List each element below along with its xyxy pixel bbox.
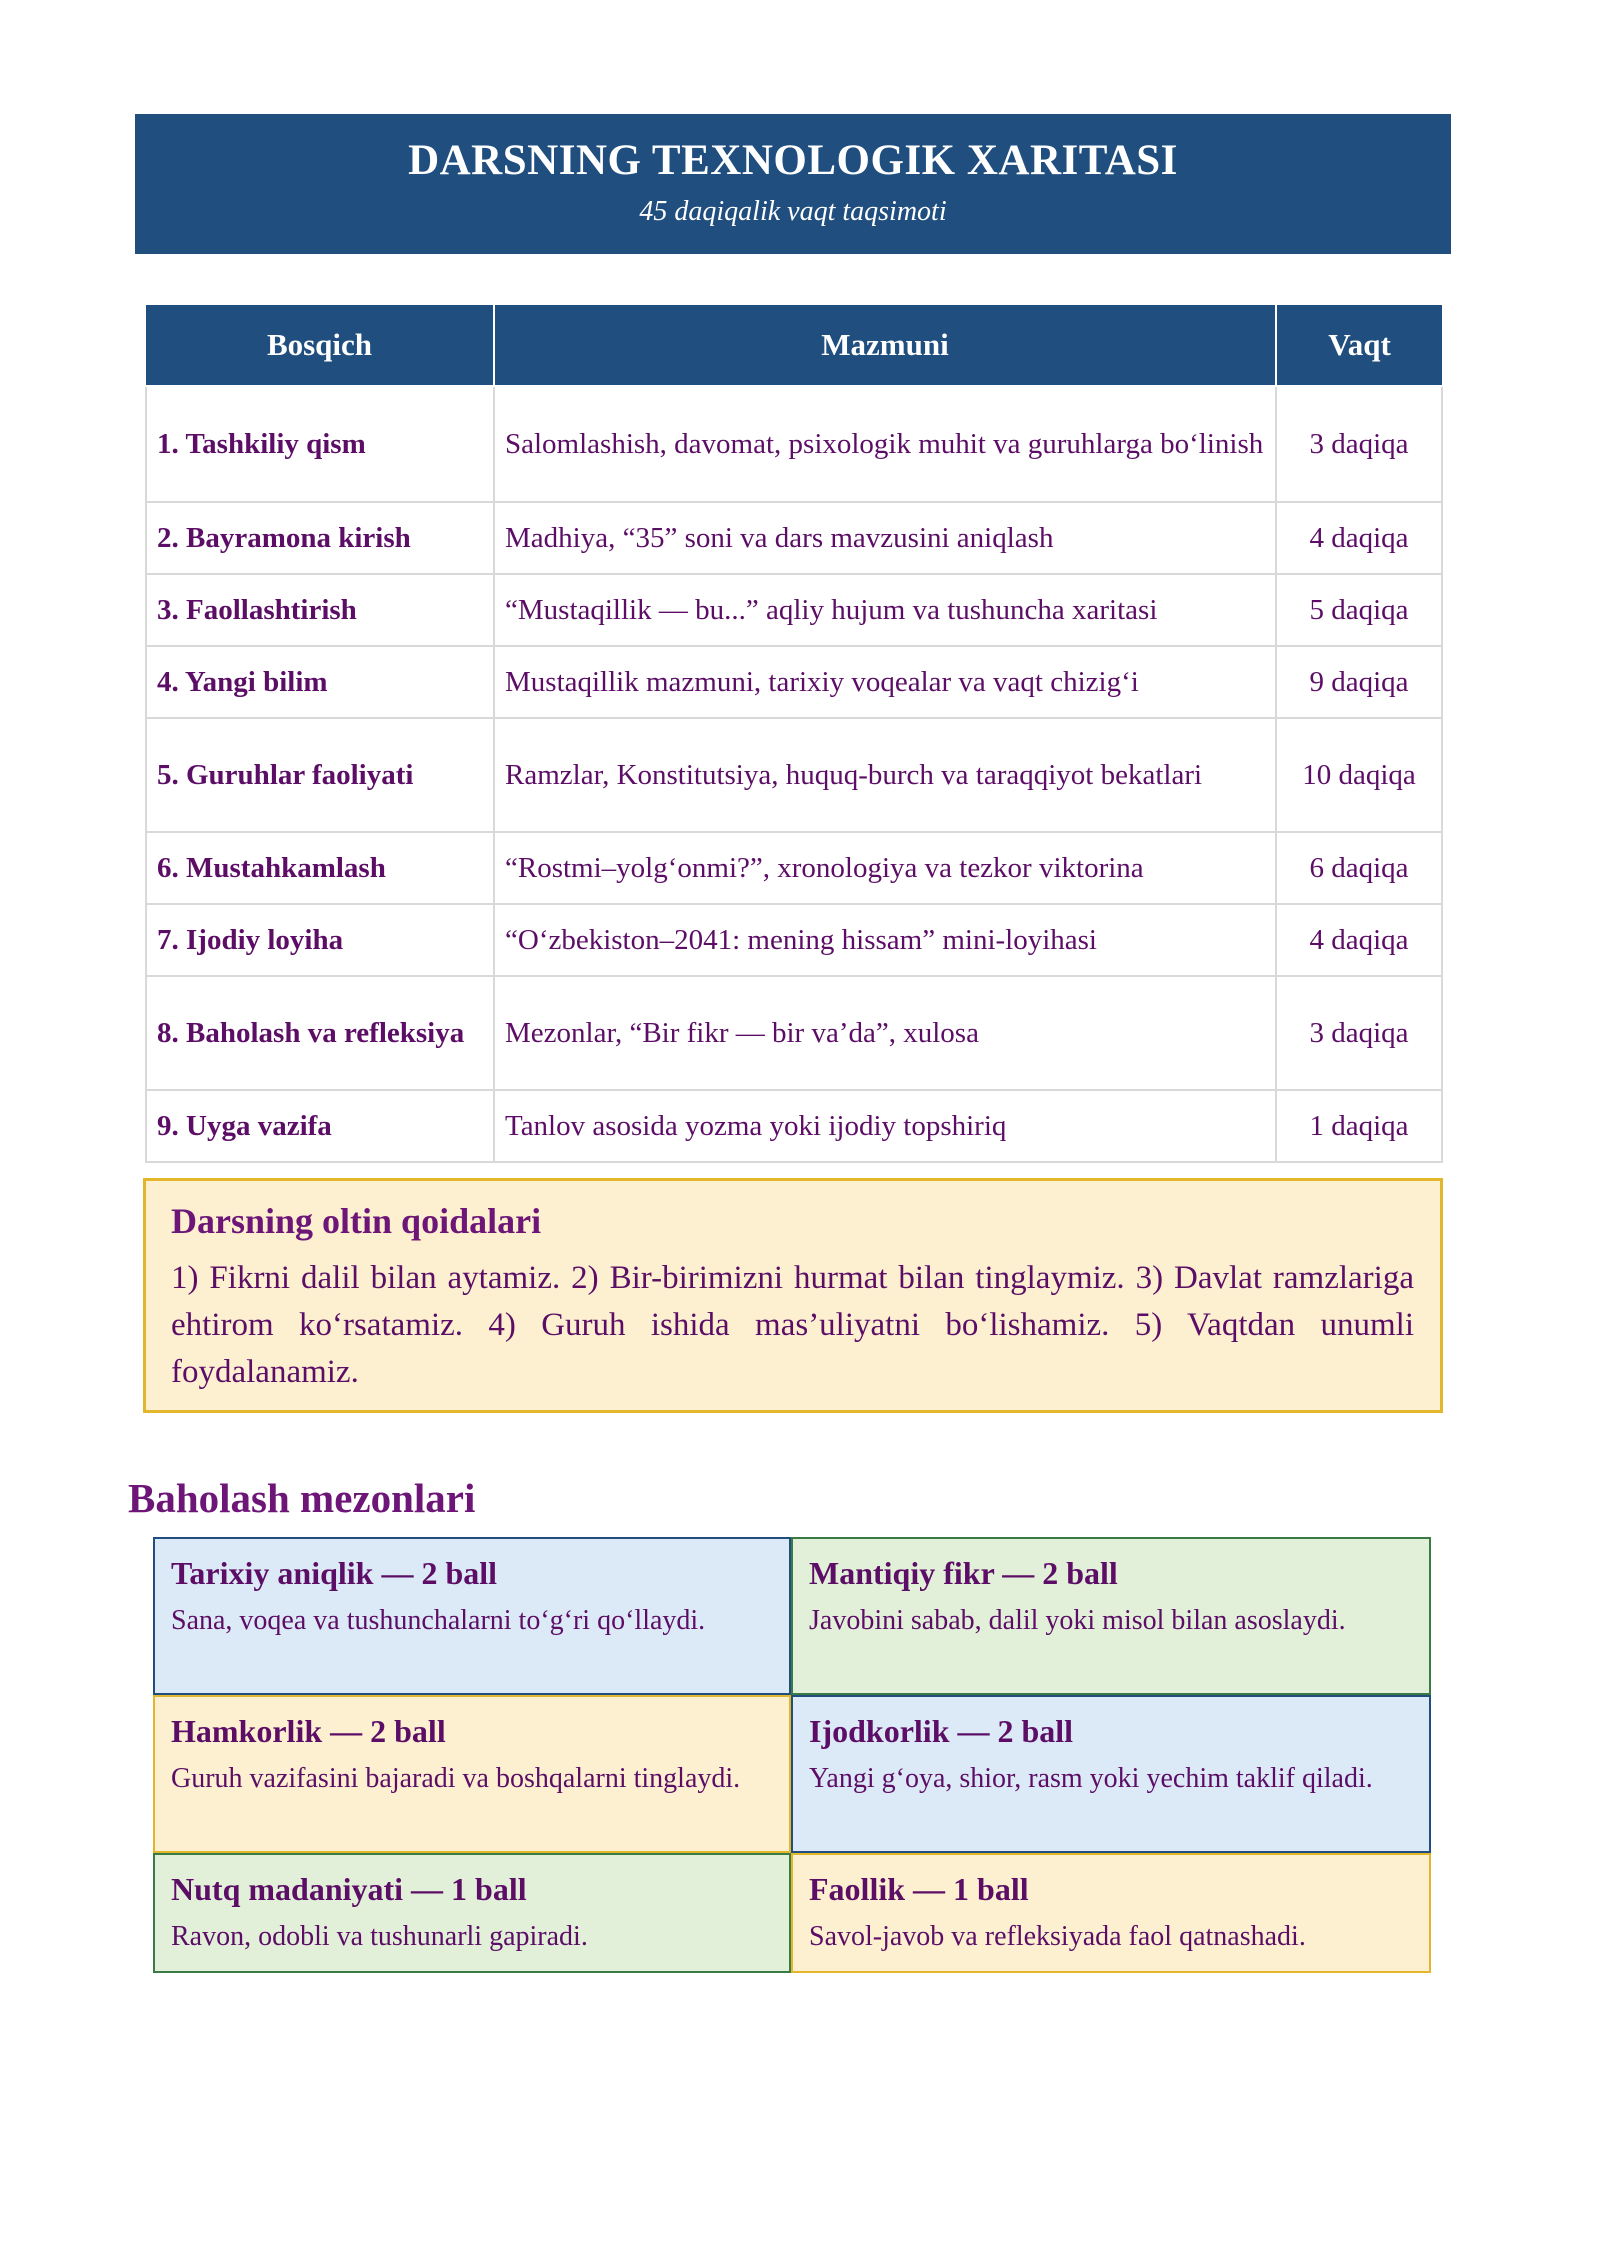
content-cell: “Rostmi–yolg‘onmi?”, xronologiya va tezkor viktorina (494, 832, 1276, 904)
criteria-card-description: Guruh vazifasini bajaradi va boshqalarni tinglaydi. (171, 1763, 741, 1794)
stage-cell: 8. Baholash va refleksiya (146, 976, 494, 1090)
criteria-card-title: Mantiqiy fikr — 2 ball (809, 1555, 1118, 1591)
table-row (146, 904, 1442, 976)
page-title: DARSNING TEXNOLOGIK XARITASI (408, 137, 1178, 184)
table-row (146, 832, 1442, 904)
golden-rules-text: 1) Fikrni dalil bilan aytamiz. 2) Bir-birimizni hurmat bilan tinglaymiz. 3) Davlat ramzlariga ehtirom ko‘rsatamiz. 4) Guruh ishida mas’uliyatni bo‘lishamiz. 5) Vaqtdan unumli foydalanamiz. (171, 1260, 1414, 1390)
criteria-card-title: Tarixiy aniqlik — 2 ball (171, 1555, 498, 1591)
content-cell: Mezonlar, “Bir fikr — bir va’da”, xulosa (494, 976, 1276, 1090)
golden-rules-box (143, 1178, 1443, 1413)
column-header-time: Vaqt (1276, 305, 1442, 386)
criteria-card (791, 1853, 1431, 1973)
stage-cell: 4. Yangi bilim (146, 646, 494, 718)
content-cell: “O‘zbekiston–2041: mening hissam” mini-loyihasi (494, 904, 1276, 976)
content-cell: “Mustaqillik — bu...” aqliy hujum va tushuncha xaritasi (494, 574, 1276, 646)
table-row (146, 574, 1442, 646)
criteria-heading: Baholash mezonlari (128, 1475, 476, 1521)
criteria-grid (153, 1537, 1431, 1973)
time-cell: 4 daqiqa (1276, 904, 1442, 976)
time-cell: 9 daqiqa (1276, 646, 1442, 718)
stage-cell: 9. Uyga vazifa (146, 1090, 494, 1162)
content-cell: Salomlashish, davomat, psixologik muhit va guruhlarga bo‘linish (494, 386, 1276, 502)
title-banner (135, 114, 1451, 254)
criteria-card (153, 1537, 791, 1695)
table-row (146, 646, 1442, 718)
criteria-card-description: Javobini sabab, dalil yoki misol bilan asoslaydi. (809, 1605, 1346, 1636)
table-row (146, 976, 1442, 1090)
criteria-card (791, 1537, 1431, 1695)
golden-rules-title: Darsning oltin qoidalari (171, 1201, 542, 1241)
criteria-card-title: Ijodkorlik — 2 ball (809, 1713, 1074, 1749)
stage-cell: 2. Bayramona kirish (146, 502, 494, 574)
criteria-card (153, 1695, 791, 1853)
table-header-row (146, 305, 1442, 386)
column-header-content: Mazmuni (494, 305, 1276, 386)
table-row (146, 1090, 1442, 1162)
content-cell: Mustaqillik mazmuni, tarixiy voqealar va vaqt chizig‘i (494, 646, 1276, 718)
time-cell: 3 daqiqa (1276, 976, 1442, 1090)
table-row (146, 502, 1442, 574)
table-row (146, 386, 1442, 502)
criteria-card-title: Nutq madaniyati — 1 ball (171, 1871, 527, 1907)
time-cell: 10 daqiqa (1276, 718, 1442, 832)
page-subtitle: 45 daqiqalik vaqt taqsimoti (639, 196, 947, 227)
criteria-card (791, 1695, 1431, 1853)
stage-cell: 1. Tashkiliy qism (146, 386, 494, 502)
stage-cell: 6. Mustahkamlash (146, 832, 494, 904)
stage-cell: 5. Guruhlar faoliyati (146, 718, 494, 832)
column-header-stage: Bosqich (146, 305, 494, 386)
time-cell: 3 daqiqa (1276, 386, 1442, 502)
stage-cell: 3. Faollashtirish (146, 574, 494, 646)
table-row (146, 718, 1442, 832)
time-cell: 6 daqiqa (1276, 832, 1442, 904)
criteria-card (153, 1853, 791, 1973)
content-cell: Tanlov asosida yozma yoki ijodiy topshiriq (494, 1090, 1276, 1162)
content-cell: Ramzlar, Konstitutsiya, huquq-burch va taraqqiyot bekatlari (494, 718, 1276, 832)
stage-cell: 7. Ijodiy loyiha (146, 904, 494, 976)
criteria-card-description: Savol-javob va refleksiyada faol qatnashadi. (809, 1921, 1306, 1952)
time-cell: 4 daqiqa (1276, 502, 1442, 574)
time-cell: 1 daqiqa (1276, 1090, 1442, 1162)
criteria-card-description: Sana, voqea va tushunchalarni to‘g‘ri qo‘llaydi. (171, 1605, 706, 1636)
time-cell: 5 daqiqa (1276, 574, 1442, 646)
criteria-card-description: Yangi g‘oya, shior, rasm yoki yechim taklif qiladi. (809, 1763, 1373, 1794)
criteria-card-title: Hamkorlik — 2 ball (171, 1713, 446, 1749)
lesson-plan-table (145, 305, 1443, 1163)
content-cell: Madhiya, “35” soni va dars mavzusini aniqlash (494, 502, 1276, 574)
criteria-card-description: Ravon, odobli va tushunarli gapiradi. (171, 1921, 588, 1952)
criteria-card-title: Faollik — 1 ball (809, 1871, 1029, 1907)
